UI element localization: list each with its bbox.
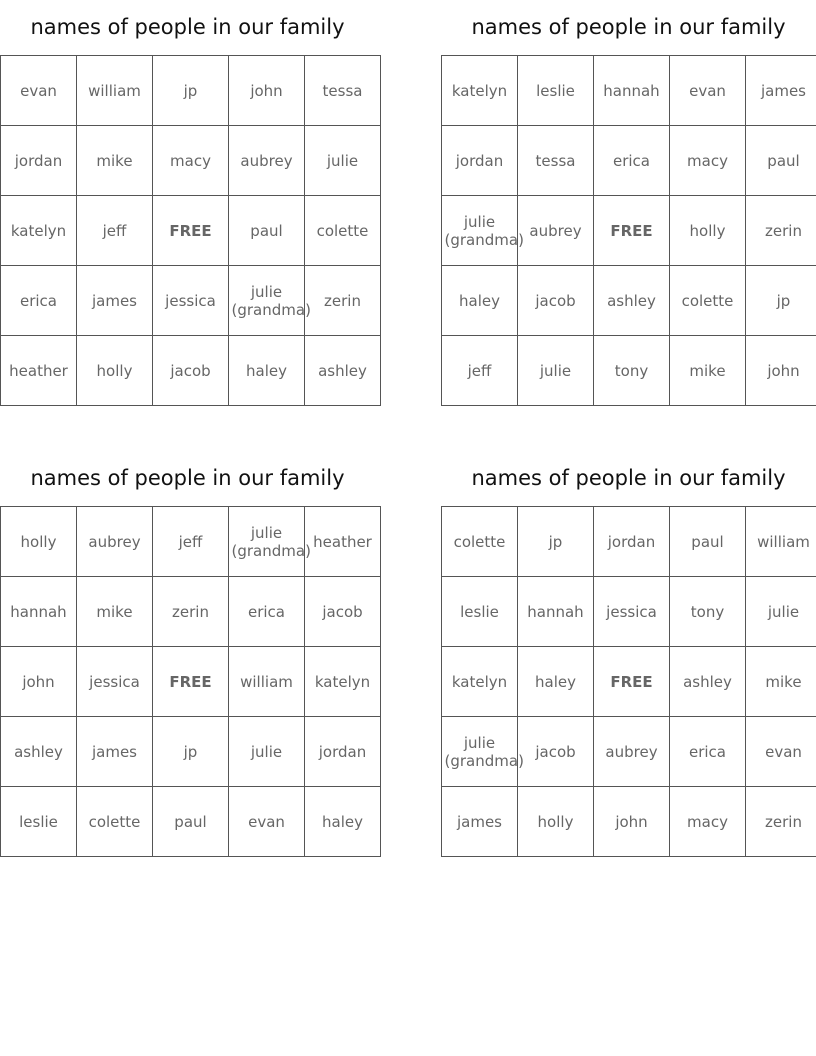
grid-cell: ashley — [594, 266, 670, 336]
grid-cell: jeff — [153, 507, 229, 577]
grid-cell: mike — [77, 577, 153, 647]
grid-cell: aubrey — [518, 196, 594, 266]
grid-cell: william — [77, 56, 153, 126]
grid-cell: evan — [229, 787, 305, 857]
grid-row — [442, 507, 816, 577]
grid-cell: macy — [153, 126, 229, 196]
card-title: names of people in our family — [471, 466, 786, 490]
grid-cell: jacob — [153, 336, 229, 406]
grid-cell: jp — [153, 56, 229, 126]
grid-cell: jordan — [442, 126, 518, 196]
grid-row — [442, 56, 816, 126]
grid-row — [1, 577, 381, 647]
grid-cell: colette — [442, 507, 518, 577]
bingo-grid — [441, 506, 816, 857]
grid-cell: mike — [670, 336, 746, 406]
grid-cell: julie — [746, 577, 816, 647]
grid-row — [1, 717, 381, 787]
grid-cell: aubrey — [229, 126, 305, 196]
grid-cell: katelyn — [442, 56, 518, 126]
bingo-grid — [0, 506, 381, 857]
grid-cell: macy — [670, 787, 746, 857]
grid-cell: zerin — [746, 787, 816, 857]
free-space-cell: FREE — [594, 196, 670, 266]
grid-cell: james — [746, 56, 816, 126]
grid-cell: katelyn — [1, 196, 77, 266]
grid-row — [1, 336, 381, 406]
grid-cell: james — [77, 717, 153, 787]
grid-cell: tessa — [305, 56, 381, 126]
grid-cell: julie — [305, 126, 381, 196]
grid-cell: tony — [594, 336, 670, 406]
grid-cell: jeff — [77, 196, 153, 266]
free-space-cell: FREE — [594, 647, 670, 717]
grid-cell: william — [229, 647, 305, 717]
grid-cell: jordan — [305, 717, 381, 787]
grid-cell: leslie — [518, 56, 594, 126]
grid-cell: julie (grandma) — [229, 507, 305, 577]
grid-cell: paul — [670, 507, 746, 577]
free-space-cell: FREE — [153, 196, 229, 266]
grid-cell: ashley — [670, 647, 746, 717]
grid-cell: julie — [518, 336, 594, 406]
grid-row — [1, 647, 381, 717]
grid-cell: hannah — [594, 56, 670, 126]
grid-cell: evan — [1, 56, 77, 126]
grid-row — [442, 577, 816, 647]
grid-cell: holly — [670, 196, 746, 266]
bingo-grid — [441, 55, 816, 406]
grid-cell: zerin — [305, 266, 381, 336]
grid-row — [442, 336, 816, 406]
grid-cell: leslie — [442, 577, 518, 647]
grid-cell: julie (grandma) — [442, 196, 518, 266]
grid-cell: erica — [670, 717, 746, 787]
card-title: names of people in our family — [471, 15, 786, 39]
grid-cell: julie — [229, 717, 305, 787]
grid-row — [1, 126, 381, 196]
grid-cell: james — [442, 787, 518, 857]
grid-row — [1, 196, 381, 266]
grid-row — [1, 787, 381, 857]
grid-row — [1, 507, 381, 577]
grid-cell: erica — [229, 577, 305, 647]
grid-cell: john — [229, 56, 305, 126]
grid-cell: hannah — [518, 577, 594, 647]
grid-cell: haley — [229, 336, 305, 406]
grid-cell: john — [746, 336, 816, 406]
grid-cell: heather — [305, 507, 381, 577]
grid-row — [442, 717, 816, 787]
grid-cell: julie (grandma) — [229, 266, 305, 336]
grid-cell: jessica — [153, 266, 229, 336]
grid-cell: colette — [305, 196, 381, 266]
grid-cell: william — [746, 507, 816, 577]
grid-cell: jordan — [594, 507, 670, 577]
grid-cell: tessa — [518, 126, 594, 196]
grid-cell: zerin — [153, 577, 229, 647]
grid-cell: erica — [594, 126, 670, 196]
free-space-cell: FREE — [153, 647, 229, 717]
grid-cell: katelyn — [442, 647, 518, 717]
grid-cell: katelyn — [305, 647, 381, 717]
bingo-grid — [0, 55, 381, 406]
grid-cell: jacob — [305, 577, 381, 647]
grid-cell: evan — [670, 56, 746, 126]
grid-cell: jacob — [518, 266, 594, 336]
grid-row — [442, 196, 816, 266]
grid-cell: aubrey — [594, 717, 670, 787]
grid-cell: jordan — [1, 126, 77, 196]
grid-row — [1, 56, 381, 126]
grid-cell: jacob — [518, 717, 594, 787]
grid-cell: macy — [670, 126, 746, 196]
grid-cell: haley — [442, 266, 518, 336]
grid-cell: hannah — [1, 577, 77, 647]
grid-cell: tony — [670, 577, 746, 647]
grid-row — [1, 266, 381, 336]
grid-cell: jp — [518, 507, 594, 577]
grid-cell: holly — [518, 787, 594, 857]
grid-cell: ashley — [1, 717, 77, 787]
bingo-card — [441, 451, 816, 857]
bingo-card — [0, 0, 375, 406]
grid-cell: paul — [746, 126, 816, 196]
grid-cell: erica — [1, 266, 77, 336]
grid-cell: mike — [77, 126, 153, 196]
grid-cell: julie (grandma) — [442, 717, 518, 787]
grid-row — [442, 787, 816, 857]
grid-cell: aubrey — [77, 507, 153, 577]
grid-cell: jessica — [77, 647, 153, 717]
grid-row — [442, 647, 816, 717]
grid-cell: mike — [746, 647, 816, 717]
grid-cell: jp — [746, 266, 816, 336]
grid-cell: james — [77, 266, 153, 336]
grid-cell: paul — [153, 787, 229, 857]
bingo-card — [441, 0, 816, 406]
grid-row — [442, 266, 816, 336]
grid-cell: haley — [305, 787, 381, 857]
grid-cell: colette — [670, 266, 746, 336]
grid-cell: jp — [153, 717, 229, 787]
card-title: names of people in our family — [30, 15, 345, 39]
bingo-card — [0, 451, 375, 857]
grid-cell: colette — [77, 787, 153, 857]
grid-cell: paul — [229, 196, 305, 266]
grid-cell: zerin — [746, 196, 816, 266]
grid-cell: heather — [1, 336, 77, 406]
card-title: names of people in our family — [30, 466, 345, 490]
grid-cell: john — [594, 787, 670, 857]
grid-cell: leslie — [1, 787, 77, 857]
grid-cell: evan — [746, 717, 816, 787]
grid-cell: holly — [1, 507, 77, 577]
grid-cell: john — [1, 647, 77, 717]
grid-row — [442, 126, 816, 196]
grid-cell: haley — [518, 647, 594, 717]
grid-cell: ashley — [305, 336, 381, 406]
grid-cell: jessica — [594, 577, 670, 647]
grid-cell: jeff — [442, 336, 518, 406]
grid-cell: holly — [77, 336, 153, 406]
